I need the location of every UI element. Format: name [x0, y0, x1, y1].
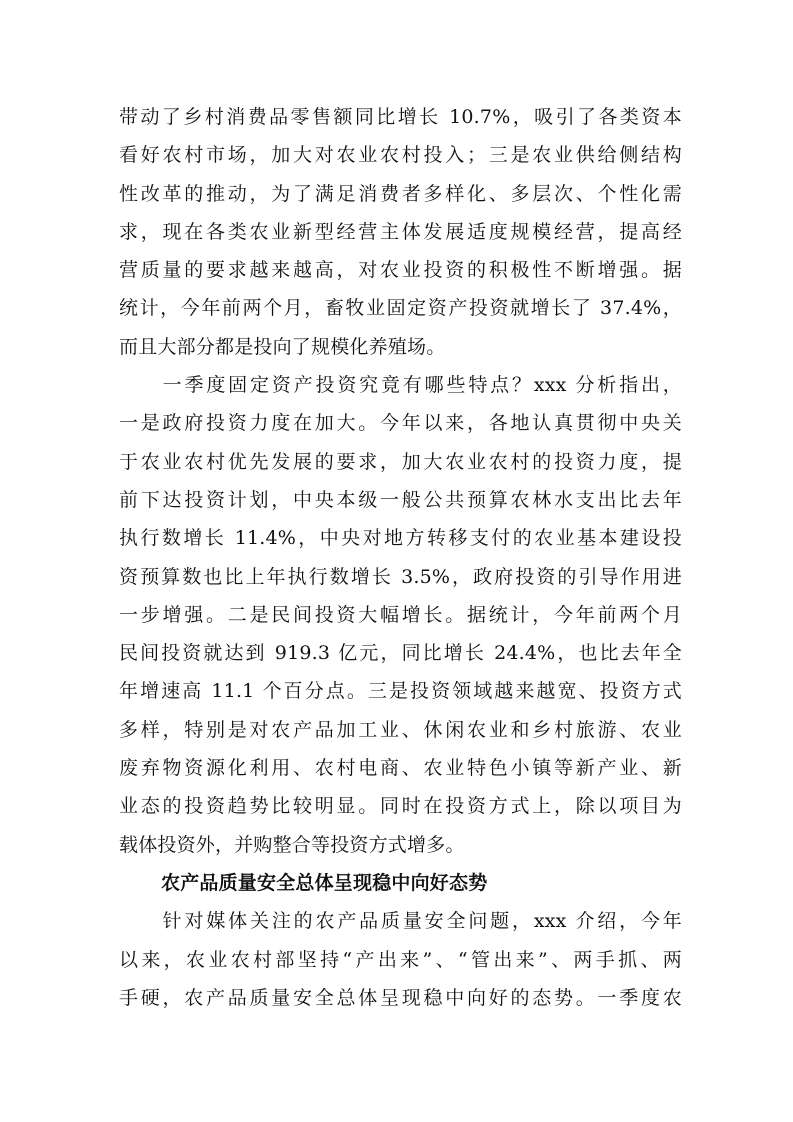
text-line-10: 于农业农村优先发展的要求，加大农业农村的投资力度，提	[119, 450, 682, 473]
text-line-13: 资预算数也比上年执行数增长 3.5%，政府投资的引导作用进	[119, 565, 682, 588]
text-line-3: 性改革的推动，为了满足消费者多样化、多层次、个性化需	[119, 182, 682, 205]
text-line-9: 一是政府投资力度在加大。今年以来，各地认真贯彻中央关	[119, 412, 682, 435]
text-line-2: 看好农村市场，加大对农业农村投入；三是农业供给侧结构	[119, 144, 682, 167]
document-body	[119, 98, 682, 1017]
text-line-14: 一步增强。二是民间投资大幅增长。据统计，今年前两个月	[119, 603, 682, 626]
text-line-22: 针对媒体关注的农产品质量安全问题，xxx 介绍，今年	[119, 910, 682, 933]
text-line-18: 废弃物资源化利用、农村电商、农业特色小镇等新产业、新	[119, 757, 682, 780]
text-line-5: 营质量的要求越来越高，对农业投资的积极性不断增强。据	[119, 259, 682, 282]
text-line-17: 多样，特别是对农产品加工业、休闲农业和乡村旅游、农业	[119, 718, 682, 741]
text-line-20: 载体投资外，并购整合等投资方式增多。	[119, 833, 465, 856]
text-line-12: 执行数增长 11.4%，中央对地方转移支付的农业基本建设投	[119, 527, 682, 550]
text-line-8: 一季度固定资产投资究竟有哪些特点？xxx 分析指出，	[119, 374, 682, 397]
text-line-6: 统计，今年前两个月，畜牧业固定资产投资就增长了 37.4%，	[119, 297, 682, 320]
text-line-24: 手硬，农产品质量安全总体呈现稳中向好的态势。一季度农	[119, 986, 682, 1009]
text-line-23: 以来，农业农村部坚持“产出来”、“管出来”、两手抓、两	[119, 948, 682, 971]
text-line-11: 前下达投资计划，中央本级一般公共预算农林水支出比去年	[119, 488, 682, 511]
section-heading: 农产品质量安全总体呈现稳中向好态势	[161, 871, 488, 894]
text-line-15: 民间投资就达到 919.3 亿元，同比增长 24.4%，也比去年全	[119, 642, 682, 665]
text-line-19: 业态的投资趋势比较明显。同时在投资方式上，除以项目为	[119, 795, 682, 818]
text-line-1: 带动了乡村消费品零售额同比增长 10.7%，吸引了各类资本	[119, 106, 682, 128]
text-line-4: 求，现在各类农业新型经营主体发展适度规模经营，提高经	[119, 220, 682, 243]
text-line-16: 年增速高 11.1 个百分点。三是投资领域越来越宽、投资方式	[119, 680, 682, 703]
text-line-7: 而且大部分都是投向了规模化养殖场。	[119, 335, 446, 358]
